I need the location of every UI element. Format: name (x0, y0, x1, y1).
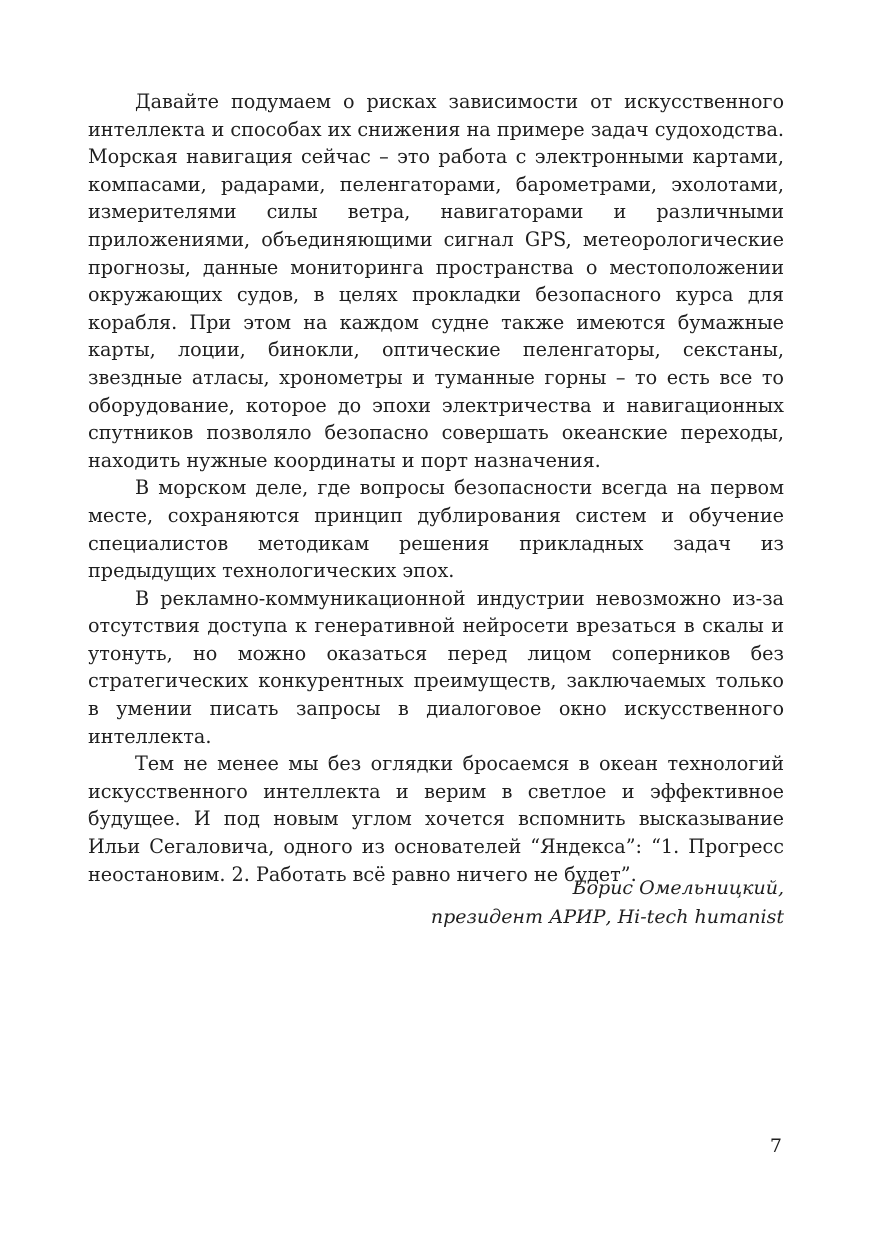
page-body (88, 88, 784, 888)
page-number: 7 (769, 1135, 782, 1157)
paragraph-navigation: Давайте подумаем о рисках зависимости от искусственного интеллекта и способах их снижения на примере задач судоходства. Морская навигация сейчас – это работа с электронными картами, компасами, радарами, пеленгаторами, барометрами, эхолотами, измерителями силы ветра, навигаторами и различными приложениями, объединяющими сигнал GPS, метеорологические прогнозы, данные мониторинга пространства о местоположении окружающих судов, в целях прокладки безопасного курса для корабля. При этом на каждом судне также имеются бумажные карты, лоции, бинокли, оптические пеленгаторы, секстаны, звездные атласы, хронометры и туманные горны – то есть все то оборудование, которое до эпохи электричества и навигационных спутников позволяло безопасно совершать океанские переходы, находить нужные координаты и порт назначения. (88, 90, 784, 472)
paragraph-maritime-safety: В морском деле, где вопросы безопасности всегда на первом месте, сохраняются принцип дублирования систем и обучение специалистов методикам решения прикладных задач из предыдущих технологических эпох. (88, 476, 784, 583)
author-title: президент АРИР, Hi-tech humanist (430, 906, 784, 928)
author-signature (431, 874, 784, 932)
author-name: Борис Омельницкий, (572, 877, 784, 899)
paragraph-advertising-industry: В рекламно-коммуникационной индустрии невозможно из-за отсутствия доступа к генеративной нейросети врезаться в скалы и утонуть, но можно оказаться перед лицом соперников без стратегических конкурентных преимуществ, заключаемых только в умении писать запросы в диалоговое окно искусственного интеллекта. (88, 586, 784, 748)
paragraph-quote: Тем не менее мы без оглядки бросаемся в океан технологий искусственного интеллекта и верим в светлое и эффективное будущее. И под новым углом хочется вспомнить высказывание Ильи Сегаловича, одного из основателей “Яндекса”: “1. Прогресс неостановим. 2. Работать всё равно ничего не будет”. (88, 752, 784, 886)
